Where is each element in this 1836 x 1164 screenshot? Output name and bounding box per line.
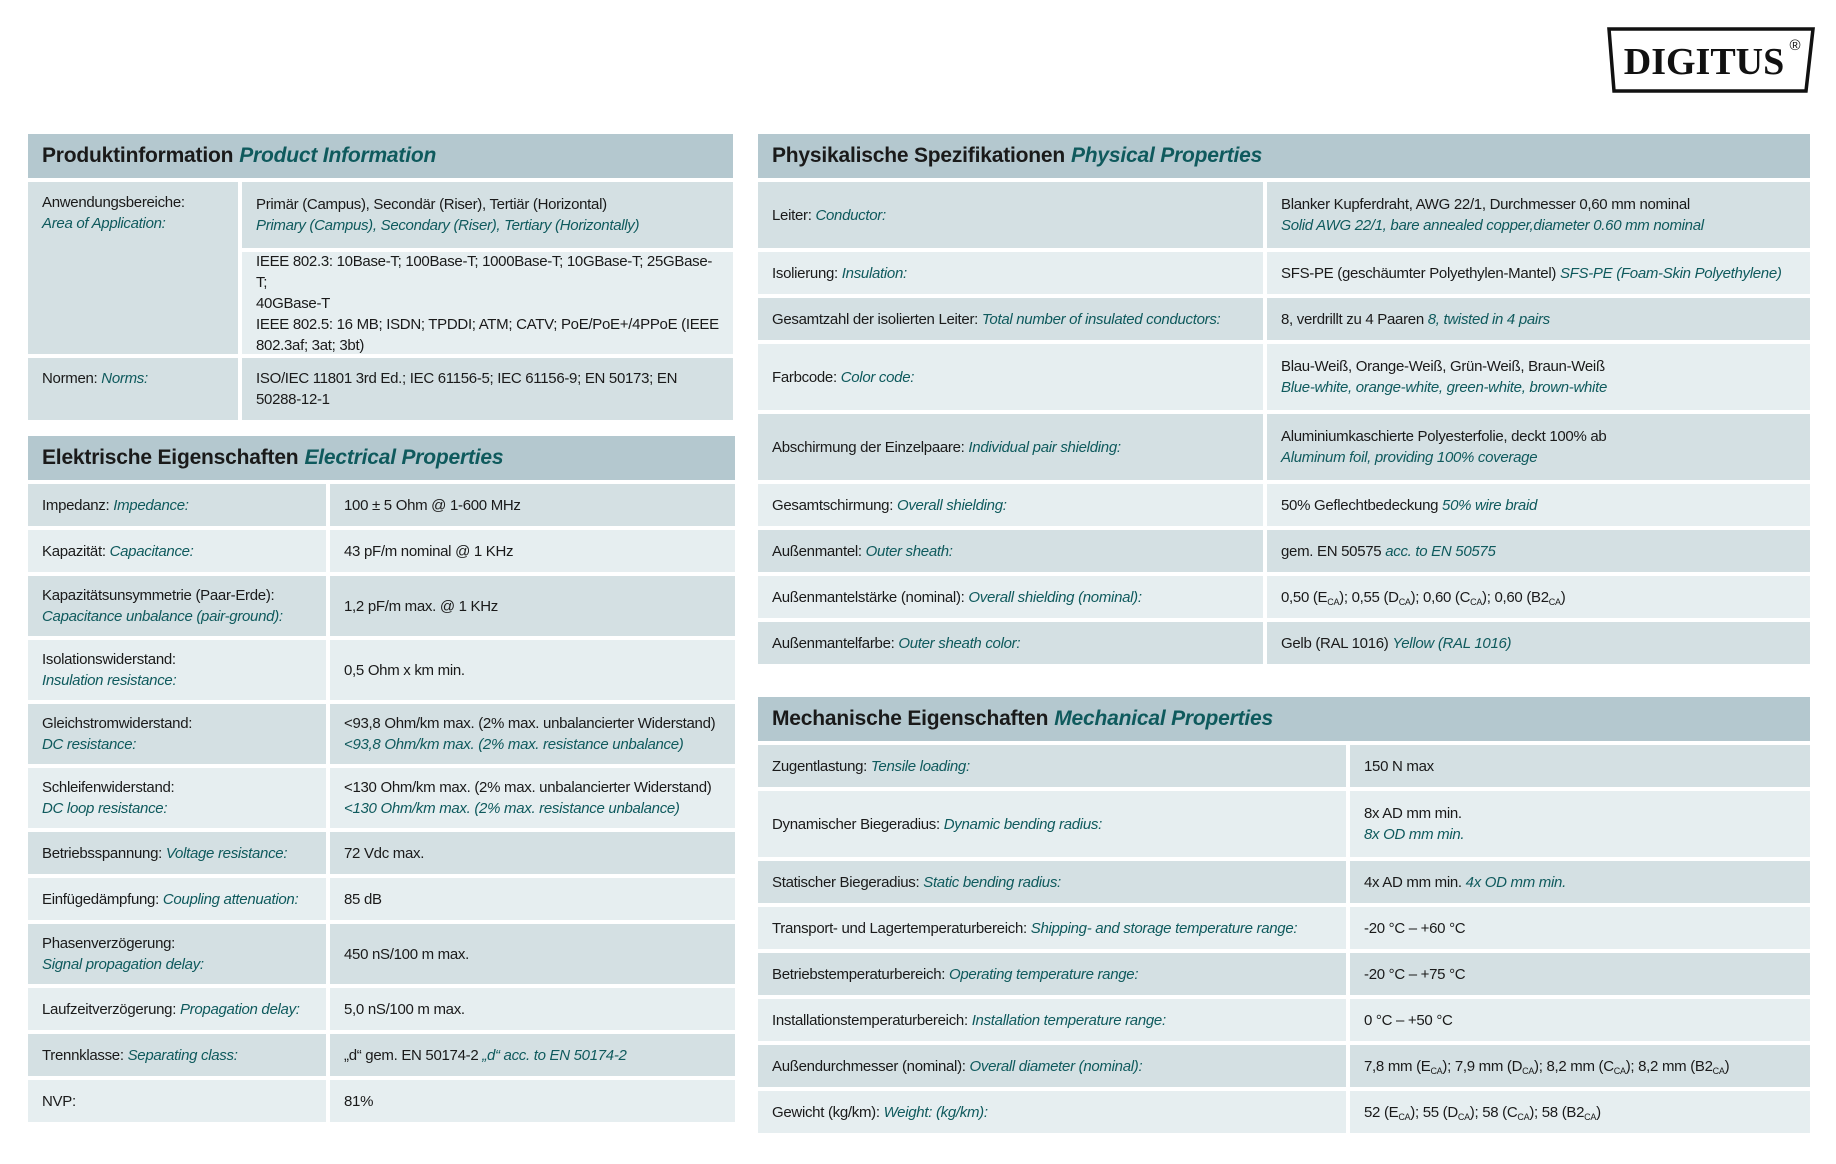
value-line: IEEE 802.5: 16 MB; ISDN; TPDDI; ATM; CATV; PoE/PoE+/4PPoE (IEEE xyxy=(256,315,719,333)
row-value xyxy=(330,1034,735,1076)
row-label xyxy=(758,182,1263,248)
label-de: Einfügedämpfung: xyxy=(42,890,159,908)
row-label xyxy=(28,530,326,572)
value-de: -20 °C – +75 °C xyxy=(1364,965,1466,983)
label-de: Gewicht (kg/km): xyxy=(772,1103,880,1121)
value-subscript: CA xyxy=(1584,1111,1597,1122)
product-information-header xyxy=(28,134,733,178)
value-en: 4x OD mm min. xyxy=(1465,873,1566,891)
value-subscript: CA xyxy=(1470,596,1483,607)
row-value xyxy=(1267,298,1810,340)
value-part: 0,50 (E xyxy=(1281,588,1328,606)
label-en: Signal propagation delay: xyxy=(42,956,204,973)
value-text xyxy=(1364,1102,1796,1123)
table-row xyxy=(758,484,1810,526)
label-de: Betriebstemperaturbereich: xyxy=(772,965,946,983)
value-de: 0,5 Ohm x km min. xyxy=(344,661,465,679)
label-de: Statischer Biegeradius: xyxy=(772,873,920,891)
label-de: Kapazitätsunsymmetrie (Paar-Erde): xyxy=(42,587,275,604)
electrical-properties-panel xyxy=(28,436,735,1126)
table-row xyxy=(28,530,735,572)
row-value xyxy=(1350,861,1810,903)
value-de: Aluminiumkaschierte Polyesterfolie, deckt 100% ab xyxy=(1281,428,1607,445)
row-label xyxy=(28,988,326,1030)
header-title-en: Electrical Properties xyxy=(304,446,504,469)
value-en: Primary (Campus), Secondary (Riser), Tertiary (Horizontally) xyxy=(256,217,640,234)
header-title-en: Product Information xyxy=(239,144,437,167)
value-en: <93,8 Ohm/km max. (2% max. resistance unbalance) xyxy=(344,736,684,753)
value-line: ISO/IEC 11801 3rd Ed.; IEC 61156-5; IEC 61156-9; EN 50173; EN xyxy=(256,370,678,387)
label-en: Installation temperature range: xyxy=(971,1011,1166,1029)
table-row xyxy=(28,832,735,874)
row-value-application xyxy=(242,182,733,248)
table-row xyxy=(28,1080,735,1122)
value-de: „d“ gem. EN 50174-2 xyxy=(344,1046,479,1064)
row-label xyxy=(28,640,326,700)
row-value xyxy=(1350,1045,1810,1087)
label-en: Overall diameter (nominal): xyxy=(969,1057,1143,1075)
row-label xyxy=(758,576,1263,618)
value-de: Blau-Weiß, Orange-Weiß, Grün-Weiß, Braun-Weiß xyxy=(1281,358,1605,375)
label-de: Leiter: xyxy=(772,206,812,224)
value-line: IEEE 802.3: 10Base-T; 100Base-T; 1000Base-T; 10GBase-T; 25GBase-T; xyxy=(256,252,713,291)
table-row xyxy=(758,530,1810,572)
label-en: Conductor: xyxy=(815,206,886,224)
row-value xyxy=(330,768,735,828)
label-de: Isolierung: xyxy=(772,264,838,282)
row-values xyxy=(242,182,733,354)
row-value xyxy=(1267,252,1810,294)
mechanical-properties-panel xyxy=(758,697,1810,1137)
table-row xyxy=(758,298,1810,340)
header-title-de: Produktinformation xyxy=(42,144,234,167)
row-value xyxy=(1267,622,1810,664)
value-subscript: CA xyxy=(1712,1065,1725,1076)
row-label xyxy=(758,530,1263,572)
value-line: 802.3af; 3at; 3bt) xyxy=(256,336,365,354)
table-row xyxy=(28,768,735,828)
value-part: ) xyxy=(1724,1057,1730,1075)
value-part: ); 7,9 mm (D xyxy=(1442,1057,1523,1075)
label-de: Außenmantel: xyxy=(772,542,862,560)
table-row xyxy=(758,252,1810,294)
label-en: Coupling attenuation: xyxy=(162,890,299,908)
label-en: Weight: (kg/km): xyxy=(883,1103,988,1121)
row-label xyxy=(758,414,1263,480)
label-de: Trennklasse: xyxy=(42,1046,124,1064)
value-de: 85 dB xyxy=(344,890,382,908)
table-row xyxy=(28,484,735,526)
table-row xyxy=(758,182,1810,248)
row-label xyxy=(758,999,1346,1041)
label-de: NVP: xyxy=(42,1092,76,1110)
row-label xyxy=(758,907,1346,949)
row-value-standards xyxy=(242,252,733,354)
row-label xyxy=(758,791,1346,857)
row-value xyxy=(330,832,735,874)
value-part: ); 58 (C xyxy=(1469,1103,1518,1121)
value-en: „d“ acc. to EN 50174-2 xyxy=(482,1046,627,1064)
digitus-logo xyxy=(1606,26,1816,94)
physical-properties-panel xyxy=(758,134,1810,668)
table-row xyxy=(758,745,1810,787)
value-subscript: CA xyxy=(1522,1065,1535,1076)
value-de: Blanker Kupferdraht, AWG 22/1, Durchmesser 0,60 mm nominal xyxy=(1281,196,1690,213)
row-value xyxy=(1267,344,1810,410)
label-en: Overall shielding (nominal): xyxy=(968,588,1142,606)
row-value xyxy=(330,640,735,700)
value-part: ); 8,2 mm (C xyxy=(1534,1057,1614,1075)
value-de: Gelb (RAL 1016) xyxy=(1281,634,1389,652)
value-de: 8x AD mm min. xyxy=(1364,805,1462,822)
value-line: 40GBase-T xyxy=(256,294,330,312)
table-row xyxy=(758,622,1810,664)
row-label xyxy=(28,878,326,920)
row-label xyxy=(758,484,1263,526)
row-label xyxy=(28,832,326,874)
row-label xyxy=(28,704,326,764)
value-de: SFS-PE (geschäumter Polyethylen-Mantel) xyxy=(1281,264,1557,282)
label-en: Area of Application: xyxy=(42,215,166,232)
value-en: <130 Ohm/km max. (2% max. resistance unbalance) xyxy=(344,800,680,817)
value-subscript: CA xyxy=(1548,596,1561,607)
logo-text: DIGITUS xyxy=(1623,41,1785,83)
row-value xyxy=(330,576,735,636)
value-de: 100 ± 5 Ohm @ 1-600 MHz xyxy=(344,496,521,514)
label-en: Separating class: xyxy=(127,1046,238,1064)
header-title-de: Physikalische Spezifikationen xyxy=(772,144,1065,167)
value-de: <130 Ohm/km max. (2% max. unbalancierter Widerstand) xyxy=(344,779,712,796)
label-de: Transport- und Lagertemperaturbereich: xyxy=(772,919,1027,937)
label-de: Abschirmung der Einzelpaare: xyxy=(772,438,965,456)
label-en: Total number of insulated conductors: xyxy=(981,310,1221,328)
row-value xyxy=(1350,1091,1810,1133)
row-label xyxy=(28,1034,326,1076)
label-de: Farbcode: xyxy=(772,368,837,386)
table-row xyxy=(758,953,1810,995)
row-label xyxy=(28,576,326,636)
label-en: Shipping- and storage temperature range: xyxy=(1030,919,1298,937)
value-de: 43 pF/m nominal @ 1 KHz xyxy=(344,542,514,560)
table-row xyxy=(758,1091,1810,1133)
table-row xyxy=(28,1034,735,1076)
value-de: 50% Geflechtbedeckung xyxy=(1281,496,1439,514)
label-de: Außenmantelfarbe: xyxy=(772,634,895,652)
label-en: Tensile loading: xyxy=(870,757,970,775)
table-row xyxy=(758,1045,1810,1087)
table-row xyxy=(28,576,735,636)
label-de: Laufzeitverzögerung: xyxy=(42,1000,177,1018)
row-label xyxy=(28,1080,326,1122)
table-row xyxy=(28,924,735,984)
value-de: 0 °C – +50 °C xyxy=(1364,1011,1453,1029)
label-de: Außenmantelstärke (nominal): xyxy=(772,588,965,606)
value-part: ) xyxy=(1560,588,1566,606)
table-row xyxy=(28,704,735,764)
value-part: ); 8,2 mm (B2 xyxy=(1625,1057,1713,1075)
logo-registered-mark: ® xyxy=(1789,37,1801,54)
mechanical-properties-header xyxy=(758,697,1810,741)
value-subscript: CA xyxy=(1517,1111,1530,1122)
value-de: 1,2 pF/m max. @ 1 KHz xyxy=(344,597,498,615)
value-part: ); 58 (B2 xyxy=(1529,1103,1585,1121)
product-information-panel xyxy=(28,134,733,424)
row-value xyxy=(330,924,735,984)
row-label xyxy=(758,953,1346,995)
value-de: -20 °C – +60 °C xyxy=(1364,919,1466,937)
row-value xyxy=(1267,484,1810,526)
value-part: ); 0,60 (B2 xyxy=(1482,588,1549,606)
value-part: 52 (E xyxy=(1364,1103,1399,1121)
row-label xyxy=(758,861,1346,903)
label-en: Operating temperature range: xyxy=(949,965,1139,983)
value-subscript: CA xyxy=(1327,596,1340,607)
value-subscript: CA xyxy=(1398,596,1411,607)
label-en: Propagation delay: xyxy=(179,1000,300,1018)
label-en: Voltage resistance: xyxy=(165,844,288,862)
label-de: Gesamtschirmung: xyxy=(772,496,894,514)
header-title-en: Mechanical Properties xyxy=(1054,707,1273,730)
row-value xyxy=(330,530,735,572)
table-row xyxy=(758,344,1810,410)
label-en: Insulation resistance: xyxy=(42,672,177,689)
row-label xyxy=(758,1091,1346,1133)
value-de: 5,0 nS/100 m max. xyxy=(344,1000,465,1018)
value-subscript: CA xyxy=(1613,1065,1626,1076)
label-de: Kapazität: xyxy=(42,542,106,560)
row-value xyxy=(1267,530,1810,572)
row-value xyxy=(330,1080,735,1122)
row-value xyxy=(242,358,733,420)
value-part: ); 55 (D xyxy=(1410,1103,1458,1121)
header-title-de: Elektrische Eigenschaften xyxy=(42,446,299,469)
row-label xyxy=(28,924,326,984)
value-de: Primär (Campus), Secondär (Riser), Tertiär (Horizontal) xyxy=(256,196,607,213)
electrical-properties-header xyxy=(28,436,735,480)
label-en: Capacitance unbalance (pair-ground): xyxy=(42,608,283,625)
value-de: 81% xyxy=(344,1092,374,1110)
label-de: Installationstemperaturbereich: xyxy=(772,1011,968,1029)
row-label xyxy=(28,182,238,354)
table-row xyxy=(758,907,1810,949)
label-de: Dynamischer Biegeradius: xyxy=(772,815,940,833)
row-label xyxy=(28,768,326,828)
label-en: Outer sheath color: xyxy=(898,634,1021,652)
value-de: 72 Vdc max. xyxy=(344,844,425,862)
value-en: Solid AWG 22/1, bare annealed copper,diameter 0.60 mm nominal xyxy=(1281,217,1704,234)
value-part: ) xyxy=(1596,1103,1601,1121)
label-en: Individual pair shielding: xyxy=(968,438,1121,456)
label-en: Static bending radius: xyxy=(923,873,1061,891)
value-de: gem. EN 50575 xyxy=(1281,542,1382,560)
value-de: 450 nS/100 m max. xyxy=(344,945,469,963)
value-part: ); 0,60 (C xyxy=(1410,588,1471,606)
label-en: Outer sheath: xyxy=(865,542,953,560)
label-de: Zugentlastung: xyxy=(772,757,868,775)
header-title-en: Physical Properties xyxy=(1070,144,1263,167)
label-en: Impedance: xyxy=(113,496,189,514)
table-row xyxy=(28,878,735,920)
row-value xyxy=(1350,953,1810,995)
label-en: Capacitance: xyxy=(109,542,194,560)
row-label xyxy=(758,622,1263,664)
table-row xyxy=(758,861,1810,903)
label-de: Außendurchmesser (nominal): xyxy=(772,1057,966,1075)
label-de: Betriebsspannung: xyxy=(42,844,162,862)
row-value xyxy=(1267,414,1810,480)
value-de: 8, verdrillt zu 4 Paaren xyxy=(1281,310,1424,328)
row-label xyxy=(758,745,1346,787)
table-row xyxy=(758,576,1810,618)
value-en: 8, twisted in 4 pairs xyxy=(1427,310,1550,328)
table-row-norms xyxy=(28,358,733,420)
row-value xyxy=(1267,576,1810,618)
value-subscript: CA xyxy=(1430,1065,1443,1076)
value-part: ); 0,55 (D xyxy=(1339,588,1399,606)
label-en: Dynamic bending radius: xyxy=(943,815,1102,833)
row-value xyxy=(1350,907,1810,949)
row-label xyxy=(758,298,1263,340)
physical-properties-header xyxy=(758,134,1810,178)
label-en: DC loop resistance: xyxy=(42,800,168,817)
row-value xyxy=(1350,745,1810,787)
label-de: Anwendungsbereiche: xyxy=(42,194,185,211)
value-en: Yellow (RAL 1016) xyxy=(1392,634,1512,652)
value-de: 150 N max xyxy=(1364,757,1434,775)
label-en: DC resistance: xyxy=(42,736,137,753)
value-subscript: CA xyxy=(1398,1111,1411,1122)
value-de: 4x AD mm min. xyxy=(1364,873,1462,891)
label-de: Schleifenwiderstand: xyxy=(42,779,175,796)
row-label xyxy=(758,1045,1346,1087)
value-en: 50% wire braid xyxy=(1442,496,1538,514)
header-title-de: Mechanische Eigenschaften xyxy=(772,707,1049,730)
row-label xyxy=(28,358,238,420)
row-label xyxy=(28,484,326,526)
row-value xyxy=(330,988,735,1030)
label-en: Overall shielding: xyxy=(896,496,1007,514)
row-value xyxy=(1267,182,1810,248)
value-part: 7,8 mm (E xyxy=(1364,1057,1431,1075)
label-de: Gleichstromwiderstand: xyxy=(42,715,193,732)
label-de: Gesamtzahl der isolierten Leiter: xyxy=(772,310,979,328)
row-value xyxy=(330,484,735,526)
row-value xyxy=(1350,999,1810,1041)
value-en: 8x OD mm min. xyxy=(1364,826,1465,843)
value-text xyxy=(1364,1056,1796,1077)
label-en: Norms: xyxy=(101,370,148,387)
label-en: Insulation: xyxy=(841,264,907,282)
value-en: Aluminum foil, providing 100% coverage xyxy=(1281,449,1538,466)
table-row xyxy=(28,640,735,700)
value-en: SFS-PE (Foam-Skin Polyethylene) xyxy=(1559,264,1782,282)
value-text xyxy=(1281,587,1796,608)
row-value xyxy=(1350,791,1810,857)
row-label xyxy=(758,252,1263,294)
logo-frame xyxy=(1606,26,1816,94)
table-row xyxy=(758,791,1810,857)
value-en: acc. to EN 50575 xyxy=(1385,542,1496,560)
value-de: <93,8 Ohm/km max. (2% max. unbalancierter Widerstand) xyxy=(344,715,716,732)
label-en: Color code: xyxy=(840,368,915,386)
table-row xyxy=(758,999,1810,1041)
row-value xyxy=(330,704,735,764)
table-row-application xyxy=(28,182,733,354)
value-subscript: CA xyxy=(1457,1111,1470,1122)
label-de: Normen: xyxy=(42,370,98,387)
value-line: 50288-12-1 xyxy=(256,391,330,408)
value-en: Blue-white, orange-white, green-white, brown-white xyxy=(1281,379,1608,396)
row-label xyxy=(758,344,1263,410)
label-de: Phasenverzögerung: xyxy=(42,935,176,952)
label-de: Isolationswiderstand: xyxy=(42,651,176,668)
label-de: Impedanz: xyxy=(42,496,110,514)
table-row xyxy=(28,988,735,1030)
row-value xyxy=(330,878,735,920)
table-row xyxy=(758,414,1810,480)
